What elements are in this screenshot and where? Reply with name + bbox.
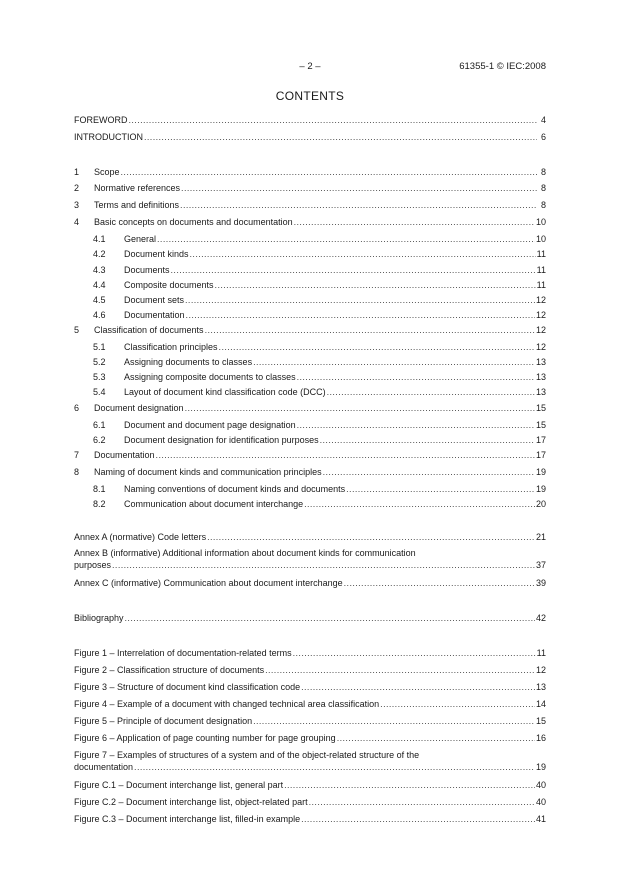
toc-entry-subsection[interactable] xyxy=(93,419,546,431)
entry-page: 11 xyxy=(536,280,546,290)
leader-dots xyxy=(185,402,535,414)
entry-text-line1: Figure 7 – Examples of structures of a system and of the object-related structure of the xyxy=(74,750,420,760)
entry-page: 11 xyxy=(536,648,546,658)
leader-dots xyxy=(134,761,535,773)
toc-entry-subsection[interactable] xyxy=(93,279,546,291)
section-number: 6.1 xyxy=(93,420,106,430)
section-number: 5 xyxy=(74,325,80,335)
toc-entry-subsection[interactable] xyxy=(93,341,546,353)
entry-text: Naming of document kinds and communication principles xyxy=(94,467,322,477)
toc-entry-subsection[interactable] xyxy=(93,264,546,276)
entry-page: 42 xyxy=(535,613,546,623)
section-number: 4.1 xyxy=(93,234,106,244)
entry-page: 19 xyxy=(535,484,546,494)
leader-dots xyxy=(129,114,538,126)
entry-page: 10 xyxy=(535,234,546,244)
toc-entry-foreword[interactable] xyxy=(74,114,546,126)
entry-text: Classification principles xyxy=(124,342,218,352)
leader-dots xyxy=(112,559,535,571)
entry-text: Composite documents xyxy=(124,280,214,290)
entry-text-line1: Annex B (informative) Additional information about document kinds for communication xyxy=(74,548,416,558)
toc-entry-section[interactable] xyxy=(74,449,546,461)
leader-dots xyxy=(205,324,535,336)
leader-dots xyxy=(309,796,535,808)
section-number: 1 xyxy=(74,167,80,177)
contents-title: CONTENTS xyxy=(275,89,345,103)
entry-page: 13 xyxy=(535,387,546,397)
leader-dots xyxy=(156,449,535,461)
entry-text: Figure 4 – Example of a document with changed technical area classification xyxy=(74,699,380,709)
leader-dots xyxy=(297,419,535,431)
entry-text: Figure 6 – Application of page counting number for page grouping xyxy=(74,733,336,743)
entry-page: 12 xyxy=(535,325,546,335)
section-number: 8.2 xyxy=(93,499,106,509)
entry-text: Annex C (informative) Communication about document interchange xyxy=(74,578,343,588)
toc-entry-figure[interactable] xyxy=(74,732,546,744)
entry-page: 10 xyxy=(535,217,546,227)
toc-entry-figure[interactable] xyxy=(74,698,546,710)
entry-page: 19 xyxy=(535,762,546,772)
entry-text: Communication about document interchange xyxy=(124,499,304,509)
toc-entry-figure[interactable] xyxy=(74,681,546,693)
entry-page: 13 xyxy=(535,372,546,382)
section-number: 4.6 xyxy=(93,310,106,320)
entry-text: Basic concepts on documents and documentation xyxy=(94,217,293,227)
entry-page: 4 xyxy=(540,115,546,125)
leader-dots xyxy=(121,166,537,178)
section-number: 6.2 xyxy=(93,435,106,445)
entry-page: 19 xyxy=(535,467,546,477)
section-number: 2 xyxy=(74,183,80,193)
section-number: 3 xyxy=(74,200,80,210)
toc-entry-section[interactable] xyxy=(74,402,546,414)
entry-page: 13 xyxy=(535,682,546,692)
section-number: 5.2 xyxy=(93,357,106,367)
entry-page: 21 xyxy=(535,532,546,542)
entry-text: Classification of documents xyxy=(94,325,204,335)
leader-dots xyxy=(284,779,535,791)
entry-page: 11 xyxy=(536,265,546,275)
toc-entry-introduction[interactable] xyxy=(74,131,546,143)
entry-text-line2: documentation xyxy=(74,762,134,772)
section-number: 6 xyxy=(74,403,80,413)
leader-dots xyxy=(320,434,535,446)
entry-page: 15 xyxy=(535,420,546,430)
entry-text: Annex A (normative) Code letters xyxy=(74,532,207,542)
entry-page: 12 xyxy=(535,665,546,675)
entry-page: 20 xyxy=(535,499,546,509)
toc-entry-section[interactable] xyxy=(74,216,546,228)
toc-entry-figure[interactable] xyxy=(74,664,546,676)
entry-text: Document and document page designation xyxy=(124,420,296,430)
toc-entry-subsection[interactable] xyxy=(93,483,546,495)
entry-page: 17 xyxy=(535,450,546,460)
toc-entry-subsection[interactable] xyxy=(93,386,546,398)
page-number: – 2 – xyxy=(299,61,321,72)
toc-entry-annex-b[interactable] xyxy=(74,547,546,571)
leader-dots xyxy=(253,715,535,727)
leader-dots xyxy=(144,131,537,143)
leader-dots xyxy=(380,698,535,710)
leader-dots xyxy=(265,664,535,676)
toc-entry-annex-c[interactable] xyxy=(74,577,546,589)
leader-dots xyxy=(171,264,536,276)
toc-entry-section[interactable] xyxy=(74,182,546,194)
entry-text: Document kinds xyxy=(124,249,189,259)
leader-dots xyxy=(346,483,535,495)
leader-dots xyxy=(253,356,535,368)
section-number: 4.3 xyxy=(93,265,106,275)
entry-page: 11 xyxy=(536,249,546,259)
toc-entry-section[interactable] xyxy=(74,324,546,336)
entry-text: Figure C.2 – Document interchange list, object-related part xyxy=(74,797,308,807)
leader-dots xyxy=(185,294,535,306)
section-number: 5.3 xyxy=(93,372,106,382)
entry-page: 12 xyxy=(535,342,546,352)
leader-dots xyxy=(294,216,535,228)
entry-text: Naming conventions of document kinds and documents xyxy=(124,484,346,494)
entry-text: General xyxy=(124,234,157,244)
entry-text: Document designation for identification purposes xyxy=(124,435,319,445)
entry-page: 14 xyxy=(535,699,546,709)
section-number: 7 xyxy=(74,450,80,460)
section-number: 5.4 xyxy=(93,387,106,397)
entry-text: Bibliography xyxy=(74,613,124,623)
entry-text: Figure C.1 – Document interchange list, general part xyxy=(74,780,284,790)
leader-dots xyxy=(190,248,536,260)
entry-text: Document sets xyxy=(124,295,185,305)
entry-text: Figure 2 – Classification structure of documents xyxy=(74,665,265,675)
leader-dots xyxy=(157,233,535,245)
entry-page: 37 xyxy=(535,560,546,570)
entry-text: Normative references xyxy=(94,183,181,193)
toc-entry-figure-7[interactable] xyxy=(74,749,546,773)
section-number: 4.2 xyxy=(93,249,106,259)
leader-dots xyxy=(297,371,535,383)
section-number: 4.4 xyxy=(93,280,106,290)
toc-entry-figure[interactable] xyxy=(74,813,546,825)
entry-text: Scope xyxy=(94,167,120,177)
section-number: 5.1 xyxy=(93,342,106,352)
entry-page: 6 xyxy=(540,132,546,142)
toc-entry-bibliography[interactable] xyxy=(74,612,546,624)
leader-dots xyxy=(337,732,535,744)
entry-page: 17 xyxy=(535,435,546,445)
toc-entry-subsection[interactable] xyxy=(93,309,546,321)
entry-page: 41 xyxy=(535,814,546,824)
leader-dots xyxy=(180,199,537,211)
entry-text: Assigning composite documents to classes xyxy=(124,372,296,382)
toc-entry-section[interactable] xyxy=(74,199,546,211)
entry-text-line2: purposes xyxy=(74,560,112,570)
toc-entry-section[interactable] xyxy=(74,466,546,478)
section-number: 8.1 xyxy=(93,484,106,494)
section-number: 8 xyxy=(74,467,80,477)
entry-text: Terms and definitions xyxy=(94,200,180,210)
leader-dots xyxy=(301,813,535,825)
entry-text: Figure 3 – Structure of document kind classification code xyxy=(74,682,301,692)
entry-text: Figure 5 – Principle of document designation xyxy=(74,716,253,726)
leader-dots xyxy=(327,386,535,398)
entry-page: 39 xyxy=(535,578,546,588)
leader-dots xyxy=(181,182,537,194)
entry-text: Figure 1 – Interrelation of documentation-related terms xyxy=(74,648,292,658)
entry-text: Documentation xyxy=(124,310,185,320)
toc-entry-subsection[interactable] xyxy=(93,371,546,383)
entry-text: Assigning documents to classes xyxy=(124,357,253,367)
entry-page: 8 xyxy=(540,183,546,193)
entry-page: 15 xyxy=(535,403,546,413)
entry-page: 40 xyxy=(535,797,546,807)
toc-entry-annex-a[interactable] xyxy=(74,531,546,543)
entry-page: 12 xyxy=(535,295,546,305)
entry-page: 12 xyxy=(535,310,546,320)
section-number: 4.5 xyxy=(93,295,106,305)
toc-entry-figure[interactable] xyxy=(74,647,546,659)
leader-dots xyxy=(293,647,536,659)
leader-dots xyxy=(301,681,535,693)
standard-reference: 61355-1 © IEC:2008 xyxy=(459,61,546,72)
entry-text: Documentation xyxy=(94,450,155,460)
toc-entry-figure[interactable] xyxy=(74,779,546,791)
toc-entry-figure[interactable] xyxy=(74,796,546,808)
leader-dots xyxy=(323,466,535,478)
leader-dots xyxy=(219,341,535,353)
section-number: 4 xyxy=(74,217,80,227)
leader-dots xyxy=(304,498,535,510)
entry-page: 8 xyxy=(540,200,546,210)
entry-page: 13 xyxy=(535,357,546,367)
toc-entry-subsection[interactable] xyxy=(93,294,546,306)
entry-text: INTRODUCTION xyxy=(74,132,143,142)
toc-entry-figure[interactable] xyxy=(74,715,546,727)
entry-page: 15 xyxy=(535,716,546,726)
entry-text: Documents xyxy=(124,265,170,275)
leader-dots xyxy=(186,309,535,321)
entry-text: FOREWORD xyxy=(74,115,128,125)
entry-text: Document designation xyxy=(94,403,184,413)
entry-page: 8 xyxy=(540,167,546,177)
leader-dots xyxy=(207,531,535,543)
leader-dots xyxy=(215,279,536,291)
toc-entry-subsection[interactable] xyxy=(93,233,546,245)
entry-page: 40 xyxy=(535,780,546,790)
entry-text: Layout of document kind classification code (DCC) xyxy=(124,387,326,397)
leader-dots xyxy=(344,577,535,589)
entry-page: 16 xyxy=(535,733,546,743)
entry-text: Figure C.3 – Document interchange list, filled-in example xyxy=(74,814,301,824)
toc-entry-subsection[interactable] xyxy=(93,248,546,260)
toc-entry-subsection[interactable] xyxy=(93,434,546,446)
toc-entry-section[interactable] xyxy=(74,166,546,178)
toc-entry-subsection[interactable] xyxy=(93,356,546,368)
toc-entry-subsection[interactable] xyxy=(93,498,546,510)
leader-dots xyxy=(125,612,535,624)
